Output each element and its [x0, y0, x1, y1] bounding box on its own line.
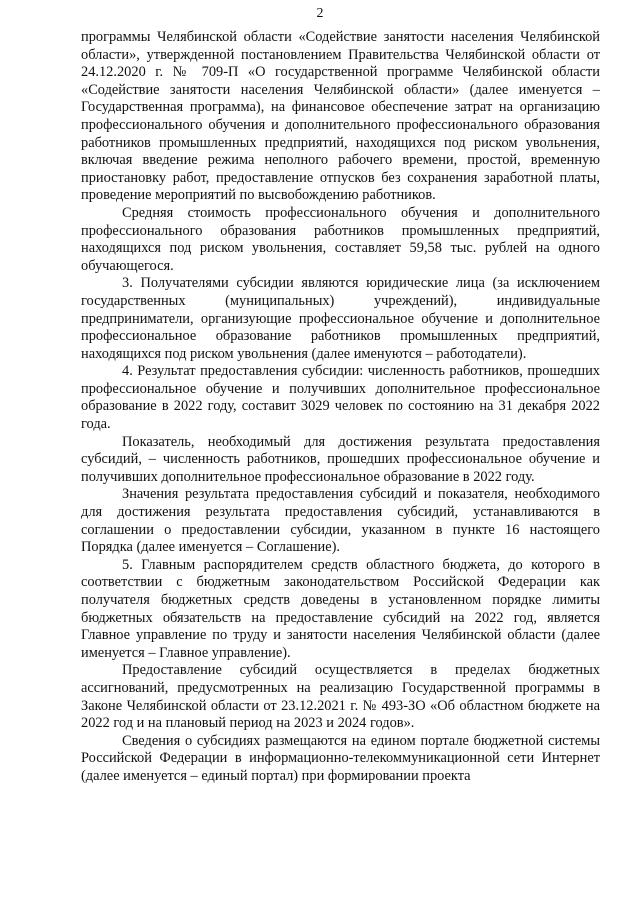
page-number: 2	[316, 6, 324, 21]
paragraph-result: 4. Результат предоставления субсидии: численность работников, прошедших профессиональное обучение и получивших дополнительное профессиональное образование в 2022 году, составит 3029 человек по состоянию на 31 декабря 2022 года.	[81, 363, 600, 433]
paragraph-average-cost: Средняя стоимость профессионального обучения и дополнительного профессионального образования работников промышленных предприятий, находящихся под риском увольнения, составляет 59,58 тыс. рублей на одного обучающегося.	[81, 204, 600, 274]
paragraph-main-administrator: 5. Главным распорядителем средств областного бюджета, до которого в соответствии с бюджетным законодательством Российской Федерации как получателя бюджетных средств доведены в установленном порядке лимиты бюджетных обязательств на предоставление субсидий на 2022 год, является Главное управление по труду и занятости населения Челябинской области (далее именуется – Главное управление).	[81, 556, 600, 661]
paragraph-indicator: Показатель, необходимый для достижения результата предоставления субсидий, – численность работников, прошедших профессиональное обучение и получивших дополнительное профессиональное образование в 2022 году.	[81, 433, 600, 485]
paragraph-recipients: 3. Получателями субсидии являются юридические лица (за исключением государственных (муниципальных) учреждений), индивидуальные предприниматели, организующие профессиональное обучение и дополнительное профессиональное образование работников промышленных предприятий, находящихся под риском увольнения (далее именуются – работодатели).	[81, 275, 600, 362]
paragraph-unified-portal: Сведения о субсидиях размещаются на едином портале бюджетной системы Российской Федерации в информационно-телекоммуникационной сети Интернет (далее именуется – единый портал) при формировании проекта	[81, 732, 600, 784]
paragraph-continuation: программы Челябинской области «Содействие занятости населения Челябинской области», утвержденной постановлением Правительства Челябинской области от 24.12.2020 г. № 709-П «О государственной программе Челябинской области «Содействие занятости населения Челябинской области» (далее именуется – Государственная программа), на финансовое обеспечение затрат на организацию профессионального обучения и дополнительного профессионального образования работников промышленных предприятий, находящихся под риском увольнения, включая введение режима неполного рабочего времени, простой, временную приостановку работ, предоставление отпусков без сохранения заработной платы, проведение мероприятий по высвобождению работников.	[81, 29, 600, 204]
paragraph-budget-allocations: Предоставление субсидий осуществляется в пределах бюджетных ассигнований, предусмотренных на реализацию Государственной программы в Законе Челябинской области от 23.12.2021 г. № 493-ЗО «Об областном бюджете на 2022 год и на плановый период на 2023 и 2024 годов».	[81, 662, 600, 732]
paragraph-values: Значения результата предоставления субсидий и показателя, необходимого для достижения результата предоставления субсидий, устанавливаются в соглашении о предоставлении субсидии, указанном в пункте 16 настоящего Порядка (далее именуется – Соглашение).	[81, 486, 600, 556]
